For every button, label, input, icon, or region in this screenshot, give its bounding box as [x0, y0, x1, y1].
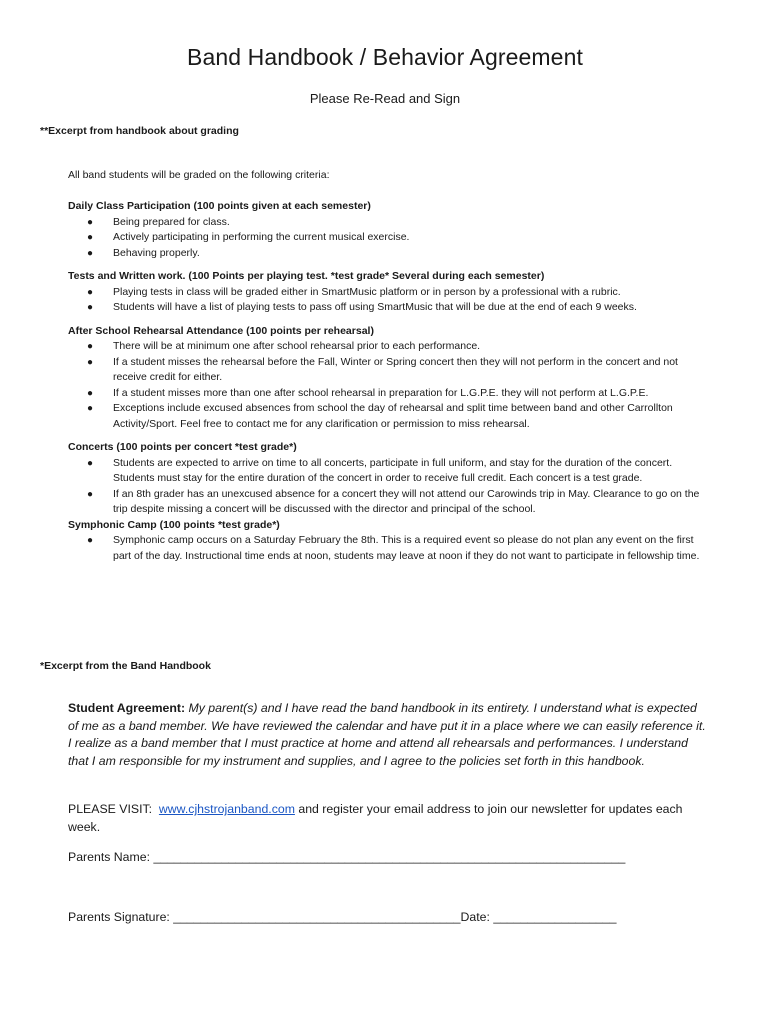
bullet-icon: ●: [87, 302, 94, 313]
list-item: ● Students will have a list of playing tests to pass off using SmartMusic that will be due at the end of each 9 weeks.: [68, 300, 703, 316]
list-item: ● If an 8th grader has an unexcused absence for a concert they will not attend our Carowinds trip in May. Clearance to go on the trip despite missing a concert will be discussed with the director and principal of the school.: [87, 487, 700, 515]
section-tests-written-work: [68, 269, 718, 316]
visit-line: [68, 801, 708, 836]
list-item: ● Exceptions include excused absences from school the day of rehearsal and split time between band and other Carrollton Activity/Sport. Feel free to contact me for any clarification or permission to miss rehearsal.: [87, 402, 673, 430]
visit-prefix: PLEASE VISIT:: [68, 802, 153, 816]
list-item: ● Actively participating in performing the current musical exercise.: [68, 230, 703, 246]
section-symphonic-camp: [68, 518, 718, 565]
bullet-icon: ●: [87, 457, 94, 469]
grading-criteria: [68, 168, 718, 572]
section-concerts: [68, 440, 718, 518]
parents-name-field[interactable]: _____________________________________________________________________: [153, 850, 626, 864]
date-field[interactable]: __________________: [493, 910, 617, 924]
parents-name-label: Parents Name:: [68, 850, 151, 864]
band-handbook-excerpt-label: *Excerpt from the Band Handbook: [40, 660, 211, 672]
page-subtitle: Please Re-Read and Sign: [309, 91, 461, 106]
section-daily-participation: [68, 199, 718, 261]
list-item: ● Being prepared for class.: [68, 215, 703, 231]
section-title: Symphonic Camp (100 points *test grade*): [68, 518, 280, 531]
parents-signature-line: [68, 910, 616, 924]
grading-excerpt-label: **Excerpt from handbook about grading: [40, 125, 239, 137]
section-title: Daily Class Participation (100 points given at each semester): [68, 200, 371, 212]
bullet-icon: ●: [87, 232, 94, 243]
bullet-icon: ●: [87, 247, 94, 259]
parents-signature-field[interactable]: __________________________________________: [173, 910, 461, 924]
list-item: ● Playing tests in class will be graded either in SmartMusic platform or in person by a professional with a rubric.: [68, 285, 703, 301]
visit-suffix: and register your email address to join our newsletter for updates each week.: [68, 802, 683, 834]
student-agreement: [68, 700, 708, 770]
bullet-icon: ●: [87, 356, 94, 368]
page-title: Band Handbook / Behavior Agreement: [187, 44, 583, 70]
list-item: ● If a student misses the rehearsal before the Fall, Winter or Spring concert then they will not perform in the concert and not receive credit for either.: [87, 355, 678, 383]
agreement-text: My parent(s) and I have read the band handbook in its entirety. I understand what is expected of me as a band member. We have reviewed the calendar and have put it in a place where we can easily reference it. I realize as a band member that I must practice at home and attend all rehearsals and performances. I understand that I am responsible for my instrument and supplies, and I agree to the policies set forth in this handbook.: [68, 701, 706, 768]
bullet-icon: ●: [87, 387, 94, 399]
bullet-icon: ●: [87, 216, 94, 228]
date-label: Date:: [460, 910, 490, 924]
band-website-link[interactable]: www.cjhstrojanband.com: [158, 802, 295, 816]
bullet-icon: ●: [87, 286, 94, 298]
bullet-icon: ●: [87, 341, 94, 352]
list-item: ● Students are expected to arrive on time to all concerts, participate in full uniform, and stay for the duration of the concert. Students must stay for the entire duration of the concert in order to receive full credit. Each concert is a test grade.: [87, 456, 673, 484]
section-title: After School Rehearsal Attendance (100 points per rehearsal): [68, 324, 374, 337]
bullet-icon: ●: [87, 403, 94, 414]
bullet-icon: ●: [87, 535, 94, 546]
agreement-label: Student Agreement:: [68, 701, 186, 715]
list-item: ● Behaving properly.: [68, 246, 703, 262]
parents-signature-label: Parents Signature:: [68, 910, 170, 924]
section-title: Tests and Written work. (100 Points per playing test. *test grade* Several during each semester): [68, 270, 545, 282]
parents-name-line: [68, 850, 625, 864]
list-item: ● Symphonic camp occurs on a Saturday February the 8th. This is a required event so please do not plan any event on the first part of the day. Instructional time ends at noon, students may leave at noon if they do not want to participate in fellowship time.: [87, 534, 700, 562]
list-item: ● There will be at minimum one after school rehearsal prior to each performance.: [68, 339, 703, 355]
section-rehearsal-attendance: [68, 324, 718, 433]
section-title: Concerts (100 points per concert *test grade*): [68, 441, 297, 453]
bullet-icon: ●: [87, 488, 94, 500]
list-item: ● If a student misses more than one after school rehearsal in preparation for L.G.P.E. they will not perform at L.G.P.E.: [68, 386, 703, 402]
criteria-intro: All band students will be graded on the following criteria:: [68, 169, 330, 181]
